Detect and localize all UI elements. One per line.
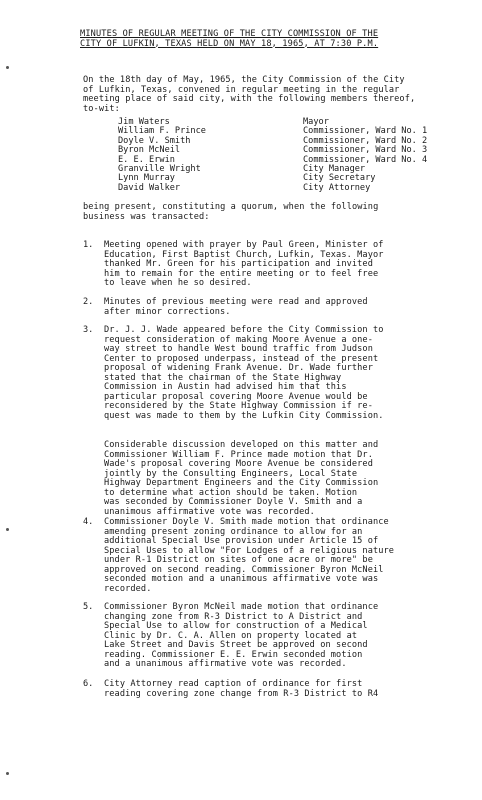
members-list <box>118 118 448 193</box>
agenda-item <box>83 603 463 670</box>
item-text: Meeting opened with prayer by Paul Green, Minister of Education, First Baptist Church, Lufkin, Texas. Mayor thanked Mr. Green for his participation and invited him to remain for the entire meeting or to feel free to leave when he so desired. <box>104 240 384 288</box>
item-text: Commissioner Doyle V. Smith made motion that ordinance amending present zoning ordinance to allow for an additional Special Use provision under Article 15 of Special Uses to allow "For Lodges of a religious nature under R-1 District on sites of one acre or more" be approved on second reading. Commissioner Byron McNeil seconded motion and a unanimous affirmative vote was recorded. <box>104 517 395 594</box>
minutes-title: MINUTES OF REGULAR MEETING OF THE CITY COMMISSION OF THE CITY OF LUFKIN, TEXAS HELD ON MAY 18, 1965, AT 7:30 P.M. <box>80 29 379 49</box>
member-name: Byron McNeil <box>118 145 181 156</box>
member-name: Jim Waters <box>118 117 170 127</box>
member-row <box>118 184 448 193</box>
member-title: City Attorney <box>303 182 371 193</box>
quorum-paragraph: being present, constituting a quorum, when the following business was transacted: <box>83 202 379 222</box>
member-title: City Secretary <box>303 173 376 184</box>
item-3-continued-paragraph: Considerable discussion developed on this matter and Commissioner William F. Prince made motion that Dr. Wade's proposal covering Moore Avenue be considered jointly by the Consulting Engineers, Local State Highway Department Engineers and the City Commission to determine what action should be taken. Motion was seconded by Commissioner Doyle V. Smith and a unanimous affirmative vote was recorded. <box>104 440 379 517</box>
agenda-item <box>83 326 463 421</box>
item-number: 4. <box>83 517 94 527</box>
margin-punch-mark <box>6 528 9 531</box>
member-title: Commissioner, Ward No. 4 <box>303 154 428 165</box>
agenda-item <box>83 241 463 289</box>
member-title: Commissioner, Ward No. 1 <box>303 126 428 137</box>
margin-punch-mark <box>6 772 9 775</box>
item-number: 2. <box>83 297 94 307</box>
agenda-item <box>83 298 463 317</box>
member-title: Commissioner, Ward No. 3 <box>303 145 428 156</box>
item-number: 3. <box>83 325 94 335</box>
item-number: 1. <box>83 240 94 250</box>
item-text: Dr. J. J. Wade appeared before the City Commission to request consideration of making Moore Avenue a one- way street to handle West bound traffic from Judson Center to proposed underpass, instead of the present proposal of widening Frank Avenue. Dr. Wade further stated that the chairman of the State Highway Commission in Austin had advised him that this particular proposal covering Moore Avenue would be reconsidered by the State Highway Commission if re- quest was made to them by the Lufkin City Commission. <box>104 325 384 421</box>
item-number: 6. <box>83 679 94 689</box>
item-text: Minutes of previous meeting were read and approved after minor corrections. <box>104 297 368 317</box>
member-name: William F. Prince <box>118 126 206 137</box>
member-name: David Walker <box>118 182 181 193</box>
agenda-item <box>83 680 463 699</box>
member-name: Granville Wright <box>118 163 201 174</box>
item-text: Commissioner Byron McNeil made motion that ordinance changing zone from R-3 District to A District and Special Use to allow for construction of a Medical Clinic by Dr. C. A. Allen on property located at Lake Street and Davis Street be approved on second reading. Commissioner E. E. Erwin seconded motion and a unanimous affirmative vote was recorded. <box>104 602 379 669</box>
member-title: City Manager <box>303 163 366 174</box>
agenda-item <box>83 518 463 594</box>
member-name: Lynn Murray <box>118 173 175 184</box>
item-text: City Attorney read caption of ordinance for first reading covering zone change from R-3 District to R4 <box>104 679 379 699</box>
intro-paragraph: On the 18th day of May, 1965, the City Commission of the City of Lufkin, Texas, convened in regular meeting in the regular meeting place of said city, with the following members thereof, to-wit: <box>83 75 416 114</box>
member-name: Doyle V. Smith <box>118 135 191 146</box>
member-title: Commissioner, Ward No. 2 <box>303 135 428 146</box>
margin-punch-mark <box>6 66 9 69</box>
member-title: Mayor <box>303 117 329 127</box>
item-number: 5. <box>83 602 94 612</box>
member-name: E. E. Erwin <box>118 154 175 165</box>
